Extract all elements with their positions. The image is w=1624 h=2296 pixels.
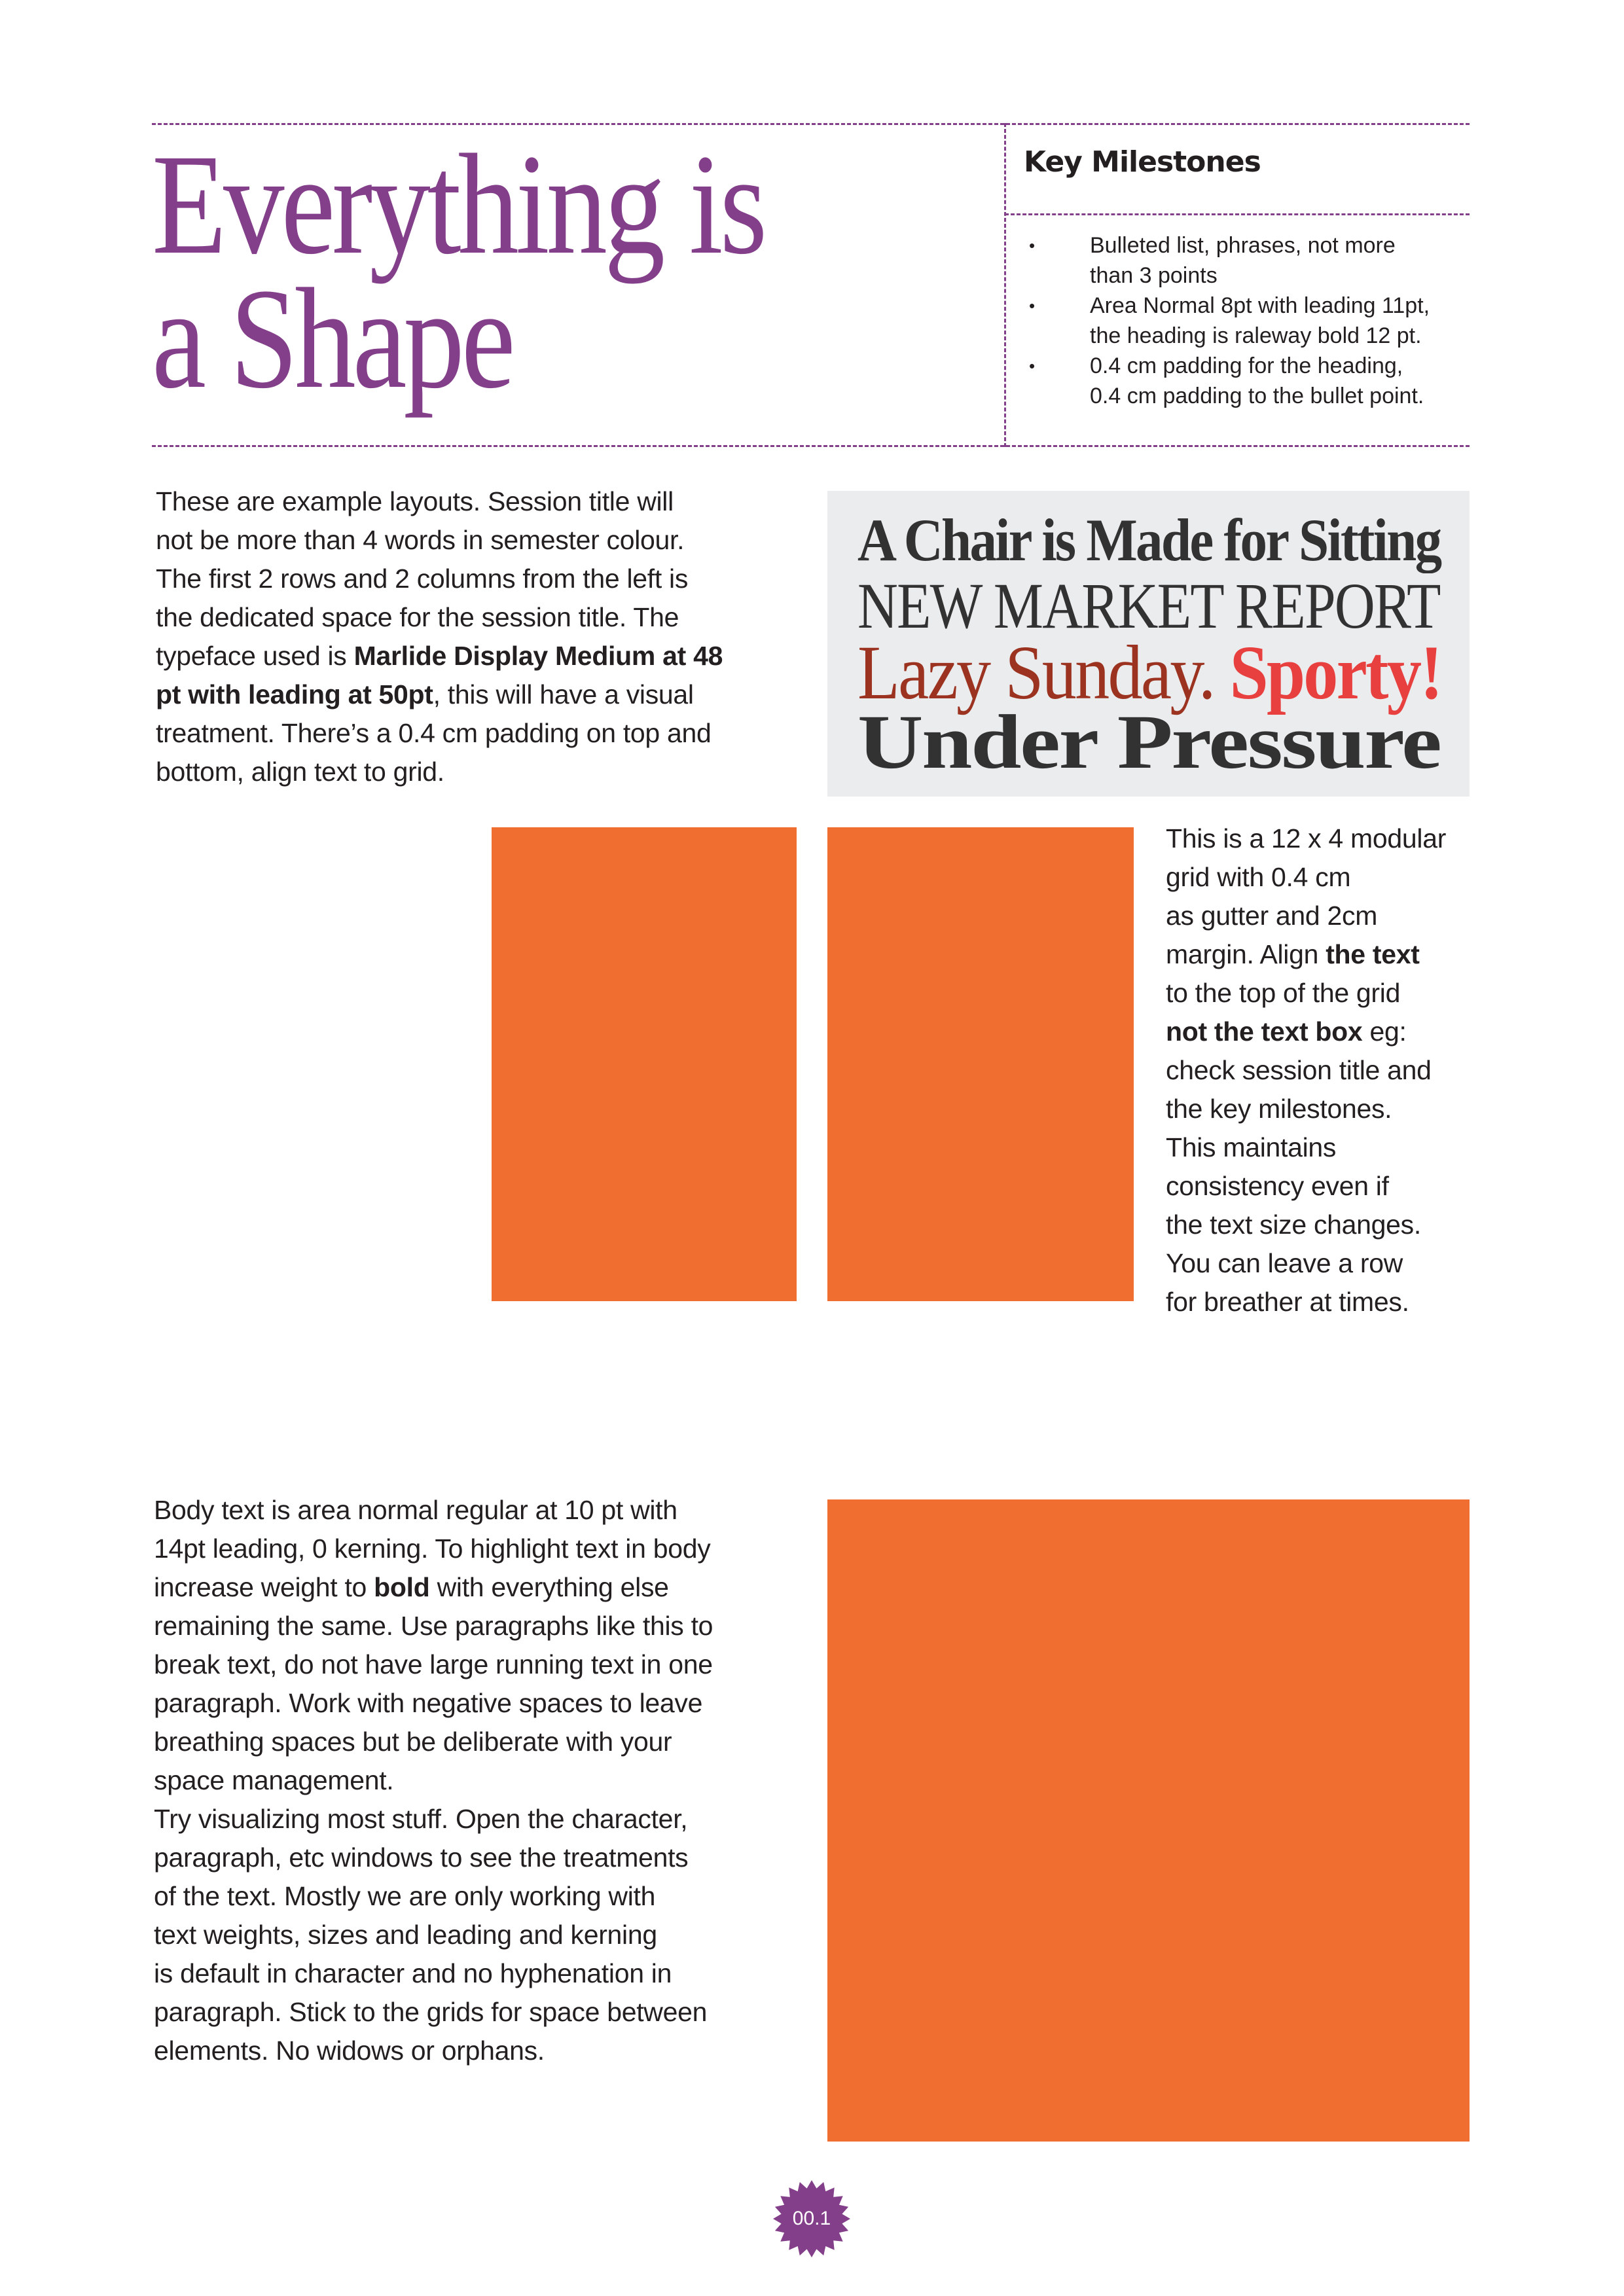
paragraph-line: is default in character and no hyphenation in [154, 1958, 672, 1988]
session-title-line-1: Everything is [152, 124, 765, 284]
bullet-icon: • [1029, 356, 1036, 376]
text-run: margin. Align [1166, 939, 1326, 969]
paragraph-line: 14pt leading, 0 kerning. To highlight text in body [154, 1534, 711, 1564]
specimen-sporty: Sporty! [1229, 630, 1441, 715]
paragraph-line: bottom, align text to grid. [156, 757, 444, 787]
key-milestones-list [1028, 230, 1473, 411]
orange-module-block-1 [492, 827, 797, 1301]
paragraph-line: check session title and [1166, 1055, 1432, 1085]
paragraph-line [156, 675, 694, 714]
bullet-icon: • [1029, 296, 1036, 315]
paragraph-line: remaining the same. Use paragraphs like this to [154, 1611, 713, 1641]
specimen-line-under-pressure: Under Pressure [857, 699, 1441, 785]
milestone-item-line: Area Normal 8pt with leading 11pt, [1090, 293, 1430, 318]
header-column-divider [1004, 123, 1006, 447]
specimen-lazy-sunday: Lazy Sunday. [857, 630, 1214, 715]
specimen-line-market-report: NEW MARKET REPORT [857, 569, 1440, 642]
header-bottom-rule [152, 445, 1470, 447]
paragraph-line: elements. No widows or orphans. [154, 2036, 545, 2066]
paragraph-line: the key milestones. [1166, 1094, 1392, 1124]
paragraph-line: breathing spaces but be deliberate with your [154, 1727, 672, 1757]
paragraph-line: You can leave a row [1166, 1248, 1403, 1278]
paragraph-line: treatment. There’s a 0.4 cm padding on top and [156, 718, 712, 748]
paragraph-line: break text, do not have large running text in one [154, 1649, 713, 1679]
paragraph-line: This maintains [1166, 1132, 1337, 1162]
bold-run: Marlide Display Medium at 48 [353, 641, 723, 671]
paragraph-line: to the top of the grid [1166, 978, 1401, 1008]
grid-note-paragraph [1166, 819, 1446, 1321]
session-title-line-2: a Shape [152, 259, 513, 418]
paragraph-line: text weights, sizes and leading and kerning [154, 1920, 657, 1950]
milestone-item-line: Bulleted list, phrases, not more [1090, 233, 1396, 258]
milestone-item-line: 0.4 cm padding for the heading, [1090, 353, 1403, 378]
paragraph-line: the dedicated space for the session title. The [156, 602, 679, 632]
paragraph-line: These are example layouts. Session title will [156, 486, 674, 516]
page-number-badge [772, 2179, 851, 2258]
paragraph-line: grid with 0.4 cm [1166, 862, 1351, 892]
body-text-paragraph-1 [154, 1491, 713, 1800]
text-run: with everything else [429, 1572, 669, 1602]
text-run: , this will have a visual [433, 679, 694, 709]
key-milestones-heading: Key Milestones [1024, 145, 1261, 179]
milestone-item-line: the heading is raleway bold 12 pt. [1090, 323, 1422, 348]
paragraph-line: space management. [154, 1765, 394, 1795]
paragraph-line: consistency even if [1166, 1171, 1389, 1201]
milestone-item [1028, 291, 1473, 351]
text-run: eg: [1362, 1016, 1407, 1047]
type-specimen-panel [827, 491, 1470, 797]
milestone-item-line: than 3 points [1090, 263, 1218, 288]
specimen-line-chair: A Chair is Made for Sitting [857, 507, 1441, 573]
paragraph-line: paragraph. Stick to the grids for space between [154, 1997, 708, 2027]
paragraph-line: Try visualizing most stuff. Open the character, [154, 1804, 688, 1834]
paragraph-line [154, 1568, 669, 1607]
paragraph-line: paragraph. Work with negative spaces to leave [154, 1688, 703, 1718]
bold-run: pt with leading at 50pt [156, 679, 433, 709]
paragraph-line: of the text. Mostly we are only working with [154, 1881, 656, 1911]
milestones-heading-rule [1005, 213, 1470, 215]
milestone-item [1028, 351, 1473, 411]
session-title [152, 124, 765, 418]
paragraph-line [1166, 935, 1420, 974]
paragraph-line: as gutter and 2cm [1166, 901, 1378, 931]
milestone-item [1028, 230, 1473, 291]
orange-module-block-2 [827, 827, 1134, 1301]
intro-paragraph [156, 482, 723, 791]
paragraph-line: paragraph, etc windows to see the treatments [154, 1842, 689, 1873]
bold-run: not the text box [1166, 1016, 1363, 1047]
paragraph-line [156, 637, 723, 675]
paragraph-line: Body text is area normal regular at 10 pt with [154, 1495, 677, 1525]
paragraph-line: This is a 12 x 4 modular [1166, 823, 1447, 853]
paragraph-line: for breather at times. [1166, 1287, 1409, 1317]
orange-module-block-large [827, 1499, 1470, 2142]
page-number: 00.1 [792, 2208, 831, 2229]
bold-run: the text [1326, 939, 1420, 969]
bold-run: bold [374, 1572, 430, 1602]
paragraph-line: not be more than 4 words in semester colour. [156, 525, 685, 555]
text-run: increase weight to [154, 1572, 374, 1602]
milestone-item-line: 0.4 cm padding to the bullet point. [1090, 384, 1424, 408]
body-text-paragraph-2 [154, 1800, 707, 2070]
paragraph-line [1166, 1013, 1407, 1051]
text-run: typeface used is [156, 641, 354, 671]
paragraph-line: The first 2 rows and 2 columns from the left is [156, 564, 689, 594]
bullet-icon: • [1029, 236, 1036, 255]
paragraph-line: the text size changes. [1166, 1210, 1421, 1240]
